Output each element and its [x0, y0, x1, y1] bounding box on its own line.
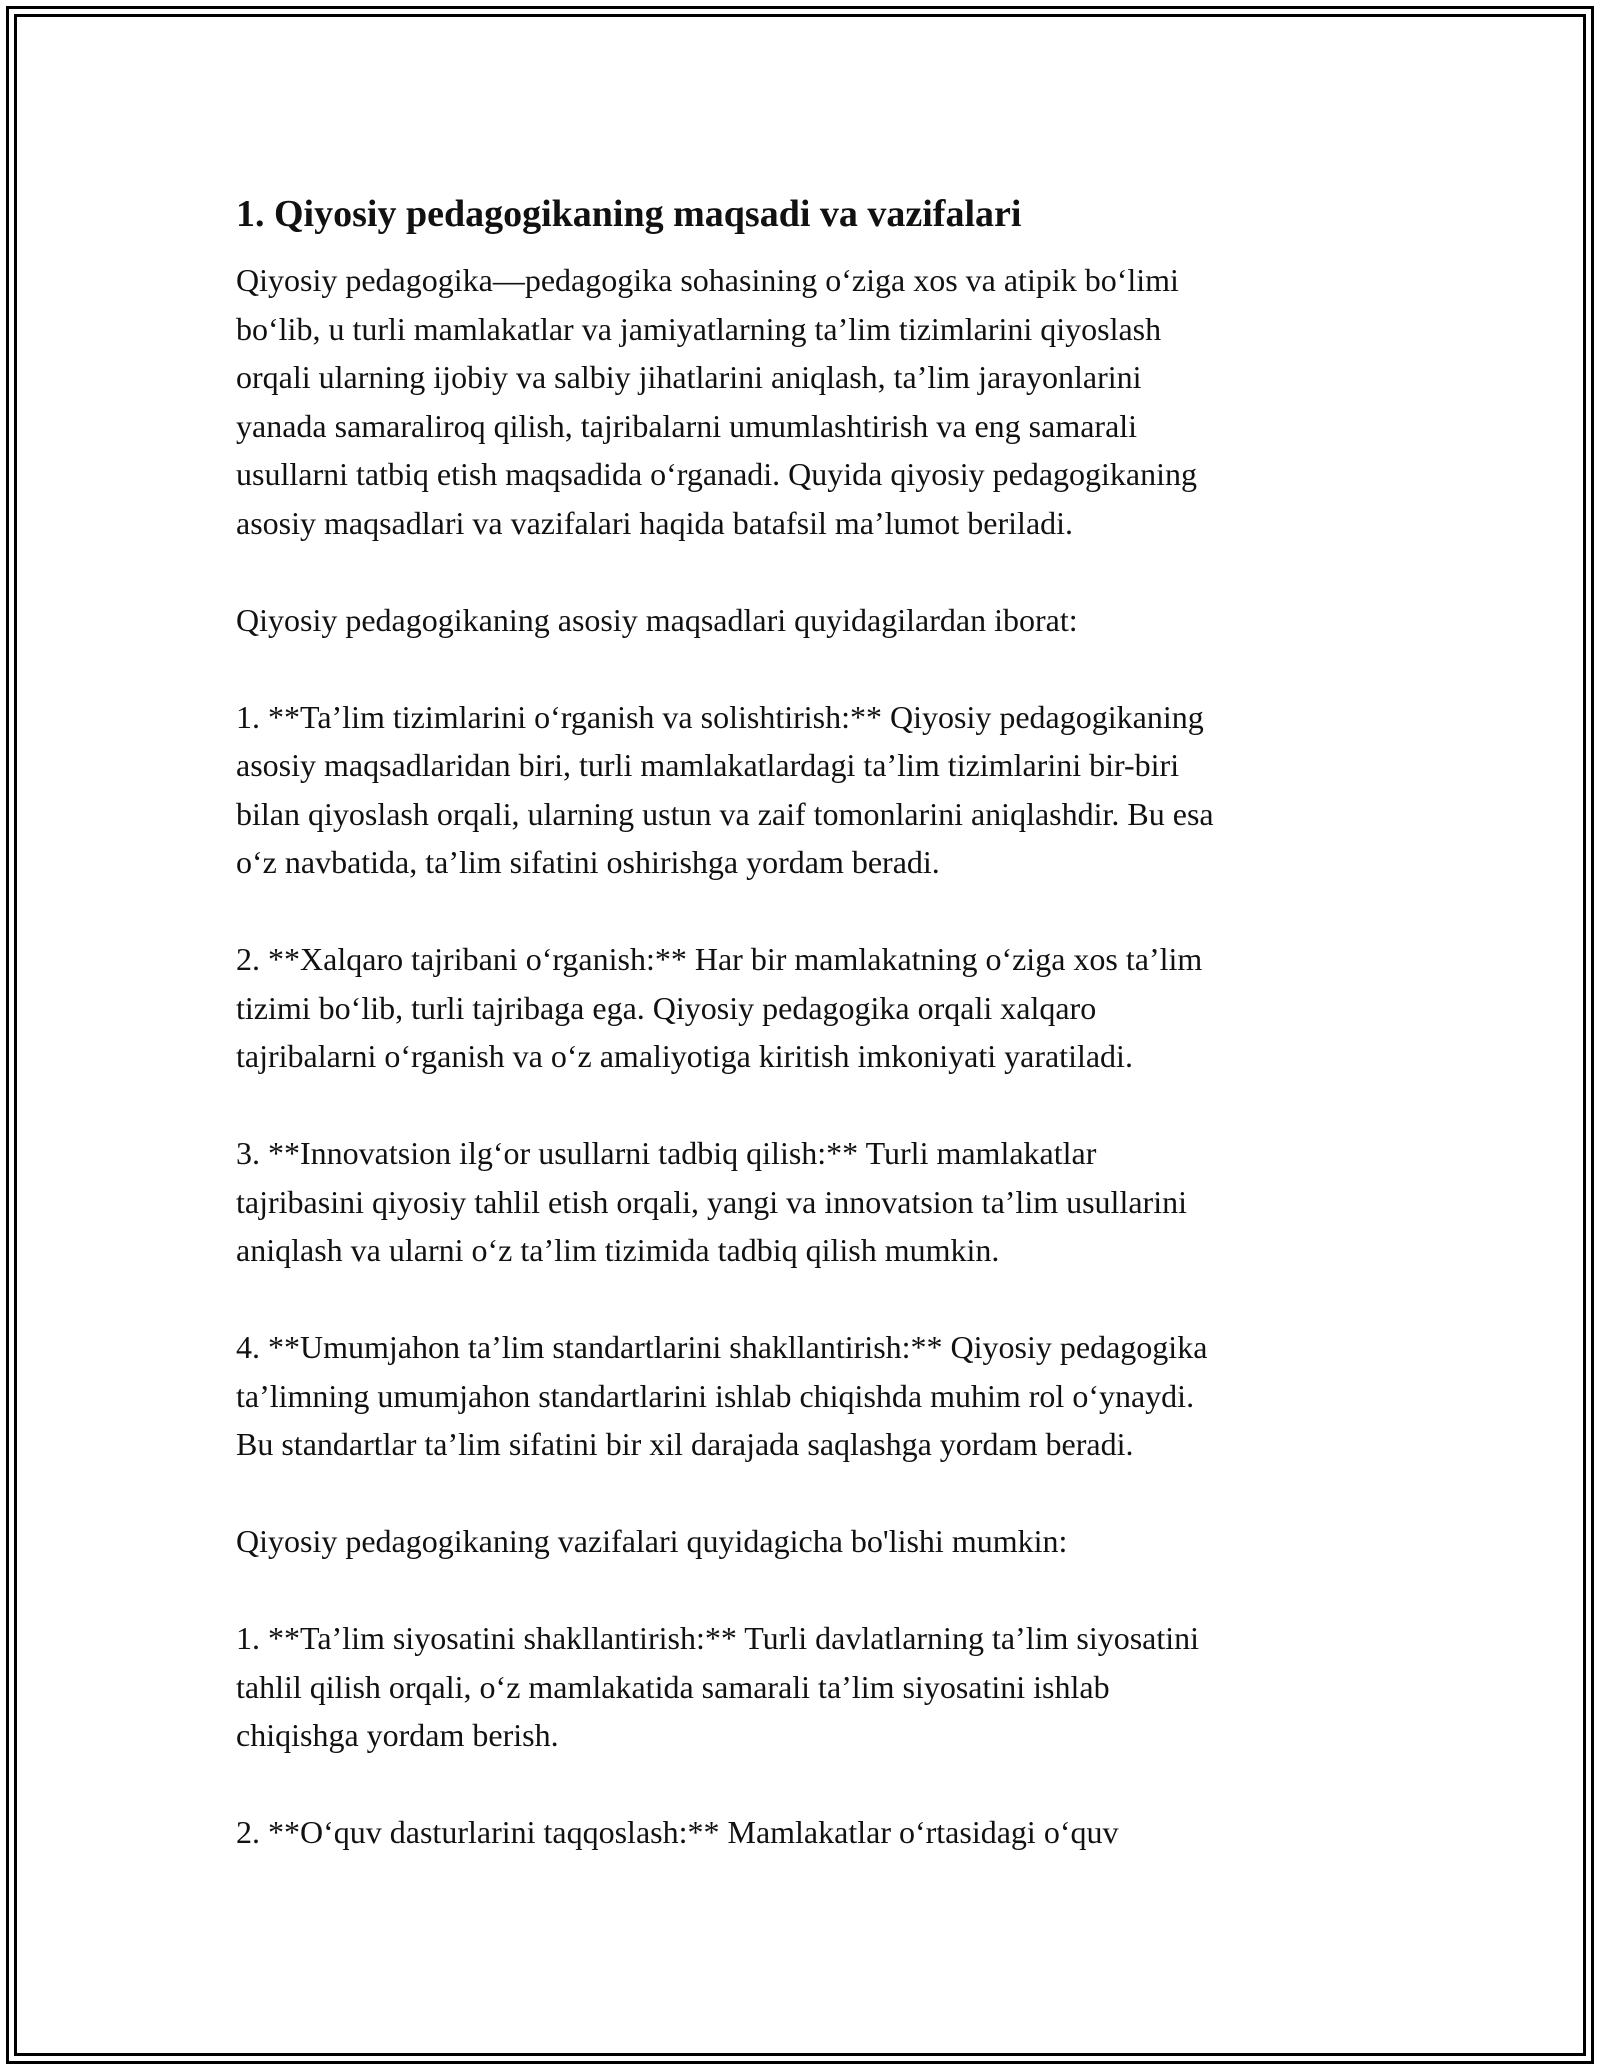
- goal-item: [236, 935, 1366, 1081]
- document-body: [236, 192, 1366, 1857]
- paragraph-gap: [236, 1275, 1366, 1324]
- paragraph-gap: [236, 547, 1366, 596]
- task-item: [236, 1808, 1366, 1857]
- text-line: Qiyosiy pedagogika—pedagogika sohasining o‘ziga xos va atipik bo‘limi: [236, 262, 1179, 298]
- intro-paragraph: [236, 256, 1366, 547]
- text-line: tajribalarni o‘rganish va o‘z amaliyotiga kiritish imkoniyati yaratiladi.: [236, 1038, 1133, 1074]
- text-line: asosiy maqsadlaridan biri, turli mamlakatlardagi ta’lim tizimlarini bir-biri: [236, 747, 1180, 783]
- text-line: aniqlash va ularni o‘z ta’lim tizimida tadbiq qilish mumkin.: [236, 1232, 1000, 1268]
- goal-item: [236, 1323, 1366, 1469]
- text-line: 4. **Umumjahon ta’lim standartlarini shakllantirish:** Qiyosiy pedagogika: [236, 1329, 1208, 1365]
- text-line: bo‘lib, u turli mamlakatlar va jamiyatlarning ta’lim tizimlarini qiyoslash: [236, 310, 1162, 347]
- text-line: usullarni tatbiq etish maqsadida o‘rganadi. Quyida qiyosiy pedagogikaning: [236, 456, 1197, 492]
- task-item: [236, 1614, 1366, 1760]
- paragraph-gap: [236, 1469, 1366, 1518]
- text-line: ta’limning umumjahon standartlarini ishlab chiqishda muhim rol o‘ynaydi.: [236, 1377, 1195, 1414]
- text-line: 3. **Innovatsion ilg‘or usullarni tadbiq qilish:** Turli mamlakatlar: [236, 1135, 1097, 1171]
- paragraph-gap: [236, 1760, 1366, 1809]
- text-line: orqali ularning ijobiy va salbiy jihatlarini aniqlash, ta’lim jarayonlarini: [236, 359, 1142, 395]
- text-line: 1. **Ta’lim tizimlarini o‘rganish va solishtirish:** Qiyosiy pedagogikaning: [236, 698, 1204, 735]
- section-heading: 1. Qiyosiy pedagogikaning maqsadi va vazifalari: [236, 193, 1022, 235]
- goal-item: [236, 1129, 1366, 1275]
- paragraph-gap: [236, 887, 1366, 936]
- text-line: Bu standartlar ta’lim sifatini bir xil darajada saqlashga yordam beradi.: [236, 1426, 1134, 1462]
- paragraph-gap: [236, 1081, 1366, 1130]
- goals-intro: Qiyosiy pedagogikaning asosiy maqsadlari quyidagilardan iborat:: [236, 601, 1078, 638]
- text-line: yanada samaraliroq qilish, tajribalarni umumlashtirish va eng samarali: [236, 407, 1138, 444]
- paragraph-gap: [236, 1566, 1366, 1615]
- tasks-intro: Qiyosiy pedagogikaning vazifalari quyidagicha bo'lishi mumkin:: [236, 1523, 1068, 1559]
- text-line: 2. **Xalqaro tajribani o‘rganish:** Har bir mamlakatning o‘ziga xos ta’lim: [236, 941, 1203, 977]
- text-line: 2. **O‘quv dasturlarini taqqoslash:** Mamlakatlar o‘rtasidagi o‘quv: [236, 1814, 1119, 1850]
- goal-item: [236, 693, 1366, 887]
- text-line: bilan qiyoslash orqali, ularning ustun va zaif tomonlarini aniqlashdir. Bu esa: [236, 795, 1214, 832]
- text-line: asosiy maqsadlari va vazifalari haqida batafsil ma’lumot beriladi.: [236, 504, 1074, 541]
- paragraph-gap: [236, 644, 1366, 693]
- text-line: tizimi bo‘lib, turli tajribaga ega. Qiyosiy pedagogika orqali xalqaro: [236, 989, 1097, 1026]
- text-line: chiqishga yordam berish.: [236, 1717, 559, 1753]
- text-line: tajribasini qiyosiy tahlil etish orqali, yangi va innovatsion ta’lim usullarini: [236, 1183, 1187, 1220]
- text-line: o‘z navbatida, ta’lim sifatini oshirishga yordam beradi.: [236, 844, 940, 880]
- text-line: tahlil qilish orqali, o‘z mamlakatida samarali ta’lim siyosatini ishlab: [236, 1668, 1110, 1705]
- text-line: 1. **Ta’lim siyosatini shakllantirish:** Turli davlatlarning ta’lim siyosatini: [236, 1620, 1200, 1656]
